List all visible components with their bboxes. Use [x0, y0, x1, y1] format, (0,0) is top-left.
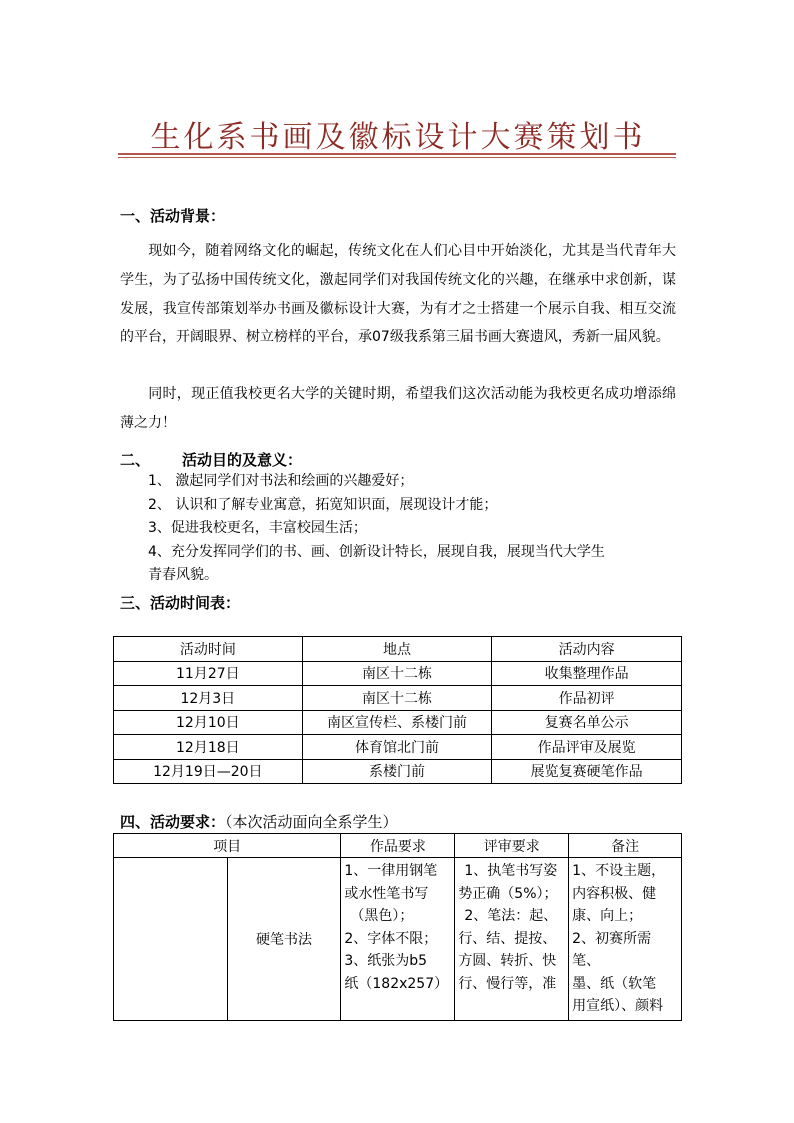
table-cell: 南区十二栋	[302, 686, 492, 711]
table-cell-category: 硬笔书法	[227, 858, 341, 1021]
header-cell: 作品要求	[341, 834, 455, 858]
section1-paragraph1-text: 现如今，随着网络文化的崛起，传统文化在人们心目中开始淡化，尤其是当代青年大学生，为了弘扬中国传统文化，激起同学们对我国传统文化的兴趣，在继承中求创新，谋发展，我宣传部策划举办书画及徽标设计大赛，为有才之士搭建一个展示自我、相互交流的平台，开阔眼界、树立榜样的平台，承07级我系第三届书画大赛遗风，秀新一届风貌。	[120, 243, 676, 346]
table-cell-empty	[114, 858, 228, 1021]
list-item: 2、 认识和了解专业寓意，拓宽知识面，展现设计才能；	[148, 496, 498, 513]
table-cell: 12月3日	[114, 686, 303, 711]
list-item: 1、 激起同学们对书法和绘画的兴趣爱好；	[148, 473, 414, 489]
table-cell: 复赛名单公示	[492, 710, 682, 735]
header-cell: 地点	[302, 637, 492, 662]
cell-line: 或水性笔书写	[344, 885, 429, 902]
table-cell: 作品评审及展览	[492, 735, 682, 760]
cell-line: 行、结、提按、	[458, 930, 557, 947]
header-cell: 活动内容	[492, 637, 682, 662]
cell-line: 用宣纸）、颜料	[572, 998, 664, 1014]
list-item-continuation: 青春风貌。	[148, 567, 218, 583]
cell-line: 1、执笔书写姿	[464, 863, 558, 879]
cell-line: 2、字体不限；	[344, 930, 438, 947]
table-cell: 展览复赛硬笔作品	[492, 759, 682, 784]
section2-list	[148, 470, 676, 588]
table-cell: 南区宣传栏、系楼门前	[302, 710, 492, 735]
cell-line: 康、向上；	[572, 908, 643, 924]
cell-line: 行、慢行等，准	[458, 975, 557, 992]
cell-line: 2、笔法：起、	[464, 908, 558, 924]
table-row	[114, 759, 682, 784]
table-cell: 体育馆北门前	[302, 735, 492, 760]
requirements-cell	[341, 858, 455, 1021]
cell-line: 2、初赛所需笔、	[572, 930, 652, 969]
table-row	[114, 686, 682, 711]
table-cell: 收集整理作品	[492, 661, 682, 686]
table-cell: 12月10日	[114, 710, 303, 735]
table-cell: 系楼门前	[302, 759, 492, 784]
table-header-row	[114, 834, 682, 858]
cell-line: 纸（182x257）	[344, 975, 449, 992]
cell-line: 方圆、转折、快	[458, 953, 557, 969]
section4-heading	[120, 811, 398, 832]
section1-paragraph1	[120, 237, 676, 352]
cell-line: 势正确（5%）；	[458, 885, 558, 902]
header-cell: 评审要求	[455, 834, 569, 858]
schedule-table	[113, 636, 682, 784]
list-item: 4、充分发挥同学们的书、画、创新设计特长，展现自我，展现当代大学生	[148, 543, 605, 560]
header-cell: 项目	[114, 834, 341, 858]
cell-line: 1、不设主题，	[572, 863, 666, 879]
remarks-cell	[569, 858, 682, 1021]
cell-line: 1、一律用钢笔	[344, 863, 438, 879]
cell-line: 墨、纸（软笔	[572, 975, 657, 992]
table-cell: 南区十二栋	[302, 661, 492, 686]
title-rule-thin	[118, 157, 676, 158]
table-row	[114, 858, 682, 1021]
table-cell: 12月18日	[114, 735, 303, 760]
table-row	[114, 735, 682, 760]
title-rule-thick	[118, 153, 676, 155]
section1-paragraph2	[120, 380, 676, 438]
header-cell: 备注	[569, 834, 682, 858]
section4-heading-text: 四、活动要求：	[120, 813, 226, 831]
table-row	[114, 661, 682, 686]
section2-heading-number: 二、	[120, 451, 151, 469]
section2-heading	[120, 449, 302, 470]
section1-heading: 一、活动背景：	[120, 207, 226, 225]
requirements-table	[113, 833, 682, 1021]
evaluation-cell	[455, 858, 569, 1021]
section1-paragraph2-text: 同时，现正值我校更名大学的关键时期，希望我们这次活动能为我校更名成功增添绵薄之力！	[120, 386, 676, 431]
cell-line: 内容积极、健	[572, 885, 657, 902]
table-row	[114, 710, 682, 735]
header-cell: 活动时间	[114, 637, 303, 662]
section3-heading: 三、活动时间表：	[120, 594, 241, 612]
table-header-row	[114, 637, 682, 662]
section2-heading-text: 活动目的及意义：	[182, 451, 303, 469]
document-title: 生化系书画及徽标设计大赛策划书	[150, 120, 646, 155]
section4-heading-note: （本次活动面向全系学生）	[225, 813, 398, 831]
table-cell: 11月27日	[114, 661, 303, 686]
cell-line: 3、纸张为b5	[344, 953, 428, 969]
list-item: 3、促进我校更名，丰富校园生活；	[148, 520, 367, 536]
cell-line: （黑色）；	[350, 908, 414, 924]
table-cell: 12月19日—20日	[114, 759, 303, 784]
table-cell: 作品初评	[492, 686, 682, 711]
